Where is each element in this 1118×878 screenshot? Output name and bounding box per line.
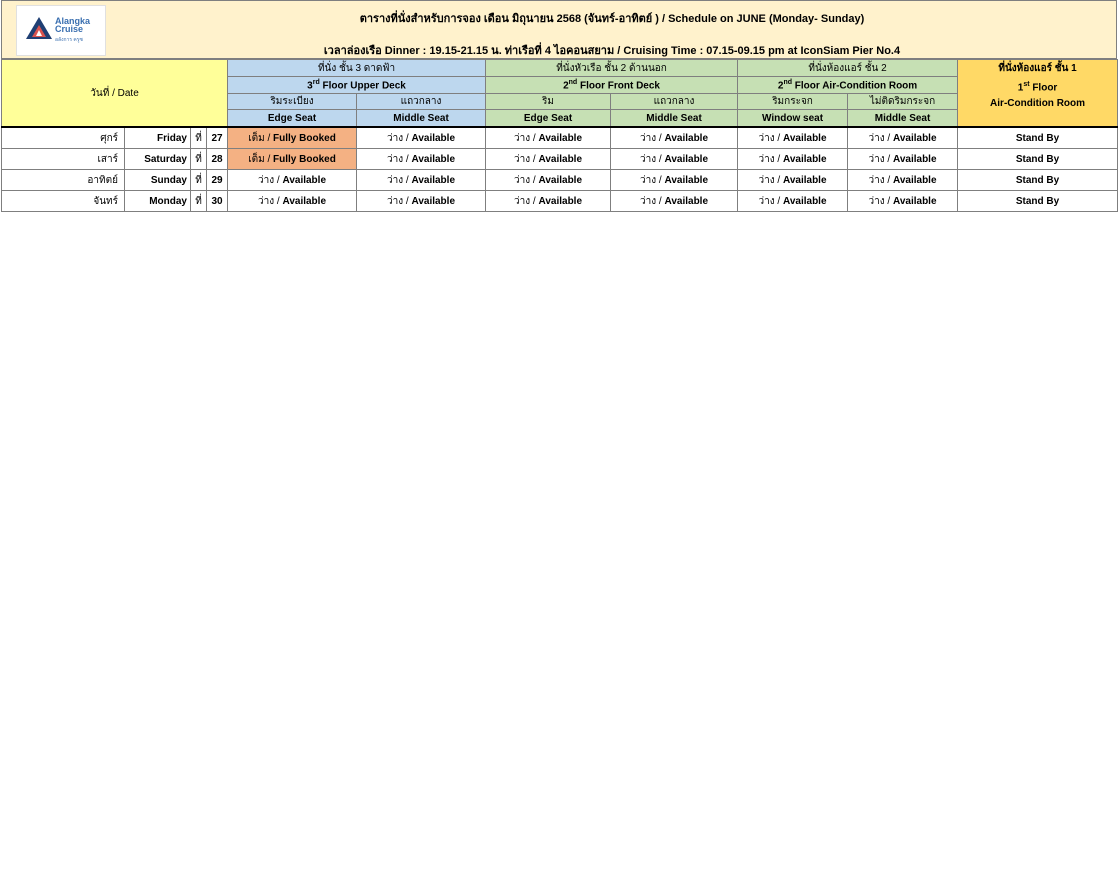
date-prefix: ที่ — [191, 149, 207, 170]
seat-status-cell — [357, 170, 486, 191]
status-english: Available — [892, 132, 937, 144]
status-english: Available — [664, 174, 709, 186]
status-english: Available — [411, 174, 456, 186]
status-english: Available — [892, 153, 937, 165]
sub-header-english-4: Middle Seat — [611, 110, 738, 128]
status-thai: ว่าง / — [514, 132, 539, 144]
seat-status-cell — [848, 127, 958, 149]
seat-status-cell — [486, 149, 611, 170]
seat-status-cell — [611, 191, 738, 212]
sub-header-thai-6: ไม่ติดริมกระจก — [848, 94, 958, 110]
date-column-header — [2, 60, 228, 128]
floor1-thai-label: ที่นั่งห้องแอร์ ชั้น 1 — [998, 63, 1077, 74]
header-row-1 — [2, 60, 1118, 77]
status-english: Available — [782, 153, 827, 165]
table-row — [2, 127, 1118, 149]
seat-status-cell — [611, 170, 738, 191]
day-english: Monday — [125, 191, 191, 212]
logo-word-cruise: Cruise — [55, 24, 84, 34]
deck2-air-thai-label: ที่นั่งห้องแอร์ ชั้น 2 — [808, 62, 887, 74]
status-thai: ว่าง / — [758, 153, 783, 165]
status-thai: ว่าง / — [640, 153, 665, 165]
deck2-front-header-thai — [486, 60, 738, 77]
status-thai: ว่าง / — [868, 195, 893, 207]
floor1-rest: Floor — [1029, 82, 1058, 94]
logo-text — [55, 17, 90, 33]
floor1-status: Stand By — [958, 149, 1118, 170]
table-row — [2, 149, 1118, 170]
floor1-air-label: Air-Condition Room — [990, 98, 1086, 110]
seat-status-cell — [228, 191, 357, 212]
deck3-rest: Floor Upper Deck — [319, 80, 406, 92]
status-english: Available — [411, 153, 456, 165]
status-english: Available — [664, 153, 709, 165]
floor1-status: Stand By — [958, 191, 1118, 212]
seat-status-cell — [357, 149, 486, 170]
schedule-title: ตารางที่นั่งสำหรับการจอง เดือน มิถุนายน 2568 (จันทร์-อาทิตย์ ) / Schedule on JUNE (Monday- Sunday) — [359, 13, 865, 25]
date-prefix: ที่ — [191, 170, 207, 191]
sub-header-english-6: Middle Seat — [848, 110, 958, 128]
sub-header-english-5: Window seat — [738, 110, 848, 128]
cruising-time-subtitle: เวลาล่องเรือ Dinner : 19.15-21.15 น. ท่าเรือที่ 4 ไอคอนสยาม / Cruising Time : 07.15-09.15 pm at IconSiam Pier No.4 — [323, 45, 901, 57]
seat-status-cell — [228, 127, 357, 149]
floor1-header — [958, 60, 1118, 128]
seat-status-cell — [738, 149, 848, 170]
day-english: Friday — [125, 127, 191, 149]
status-thai: เต็ม / — [248, 132, 274, 144]
day-thai: อาทิตย์ — [2, 170, 125, 191]
seat-status-cell — [848, 191, 958, 212]
deck2-front-thai-label: ที่นั่งหัวเรือ ชั้น 2 ด้านนอก — [556, 62, 667, 74]
seat-status-cell — [486, 127, 611, 149]
status-english: Available — [538, 174, 583, 186]
status-thai: ว่าง / — [640, 195, 665, 207]
status-english: Available — [782, 195, 827, 207]
day-thai: ศุกร์ — [2, 127, 125, 149]
status-english: Available — [892, 195, 937, 207]
seat-status-cell — [848, 170, 958, 191]
deck3-num: 3 — [307, 80, 313, 92]
status-english: Available — [664, 132, 709, 144]
sub-header-thai-3: ริม — [486, 94, 611, 110]
status-thai: ว่าง / — [387, 195, 412, 207]
status-thai: ว่าง / — [514, 153, 539, 165]
date-prefix: ที่ — [191, 191, 207, 212]
seat-status-cell — [486, 170, 611, 191]
day-english: Sunday — [125, 170, 191, 191]
seat-status-cell — [738, 127, 848, 149]
deck3-header-thai — [228, 60, 486, 77]
date-prefix: ที่ — [191, 127, 207, 149]
status-english: Available — [538, 153, 583, 165]
day-english: Saturday — [125, 149, 191, 170]
deck2-front-rest: Floor Front Deck — [577, 80, 660, 92]
deck2-air-header-thai — [738, 60, 958, 77]
status-english: Available — [411, 195, 456, 207]
status-thai: ว่าง / — [387, 132, 412, 144]
seat-status-cell — [611, 127, 738, 149]
status-english: Available — [411, 132, 456, 144]
seat-status-cell — [228, 149, 357, 170]
deck3-header-english — [228, 77, 486, 94]
floor1-status: Stand By — [958, 170, 1118, 191]
date-number: 29 — [207, 170, 228, 191]
status-english: Fully Booked — [273, 132, 336, 144]
status-english: Available — [892, 174, 937, 186]
status-english: Available — [782, 174, 827, 186]
status-english: Available — [538, 132, 583, 144]
deck2-air-sup: nd — [783, 78, 793, 86]
sub-header-english-2: Middle Seat — [357, 110, 486, 128]
status-english: Available — [282, 195, 327, 207]
status-english: Available — [782, 132, 827, 144]
status-thai: ว่าง / — [640, 174, 665, 186]
status-thai: ว่าง / — [758, 195, 783, 207]
deck3-sup: rd — [312, 78, 320, 86]
seat-status-cell — [738, 170, 848, 191]
sub-header-thai-5: ริมกระจก — [738, 94, 848, 110]
deck2-air-header-english — [738, 77, 958, 94]
deck2-air-rest: Floor Air-Condition Room — [792, 80, 918, 92]
seat-status-cell — [738, 191, 848, 212]
day-thai: เสาร์ — [2, 149, 125, 170]
status-english: Available — [282, 174, 327, 186]
seat-status-cell — [228, 170, 357, 191]
status-thai: ว่าง / — [514, 174, 539, 186]
alangka-cruise-logo — [16, 5, 106, 56]
deck3-thai-label: ที่นั่ง ชั้น 3 ดาดฟ้า — [317, 62, 396, 74]
sub-header-thai-4: แถวกลาง — [611, 94, 738, 110]
table-row — [2, 191, 1118, 212]
date-number: 28 — [207, 149, 228, 170]
date-header-label: วันที่ / Date — [90, 87, 139, 99]
sub-header-thai-1: ริมระเบียง — [228, 94, 357, 110]
sub-header-thai-2: แถวกลาง — [357, 94, 486, 110]
floor1-sup: st — [1023, 81, 1030, 88]
deck2-front-num: 2 — [563, 80, 569, 92]
sub-header-english-1: Edge Seat — [228, 110, 357, 128]
table-row — [2, 170, 1118, 191]
seat-status-cell — [357, 191, 486, 212]
seat-status-cell — [486, 191, 611, 212]
status-thai: ว่าง / — [758, 132, 783, 144]
seat-status-cell — [611, 149, 738, 170]
status-thai: ว่าง / — [868, 153, 893, 165]
day-thai: จันทร์ — [2, 191, 125, 212]
deck2-front-sup: nd — [568, 78, 578, 86]
status-thai: เต็ม / — [248, 153, 274, 165]
logo-thai-text: อลังการ ครูซ — [55, 37, 83, 43]
floor1-english-label — [958, 77, 1117, 96]
status-thai: ว่าง / — [258, 195, 283, 207]
status-thai: ว่าง / — [868, 174, 893, 186]
schedule-header — [1, 0, 1117, 59]
floor1-num: 1 — [1017, 82, 1024, 94]
status-thai: ว่าง / — [514, 195, 539, 207]
status-english: Fully Booked — [273, 153, 336, 165]
status-thai: ว่าง / — [258, 174, 283, 186]
status-thai: ว่าง / — [640, 132, 665, 144]
status-thai: ว่าง / — [758, 174, 783, 186]
deck2-air-num: 2 — [777, 80, 784, 92]
logo-word-alangka: Alangka — [55, 16, 91, 26]
deck2-front-header-english — [486, 77, 738, 94]
floor1-status: Stand By — [958, 127, 1118, 149]
seat-schedule-table — [1, 59, 1118, 212]
seat-status-cell — [357, 127, 486, 149]
status-english: Available — [538, 195, 583, 207]
status-thai: ว่าง / — [868, 132, 893, 144]
seat-status-cell — [848, 149, 958, 170]
date-number: 30 — [207, 191, 228, 212]
date-number: 27 — [207, 127, 228, 149]
status-english: Available — [664, 195, 709, 207]
sub-header-english-3: Edge Seat — [486, 110, 611, 128]
status-thai: ว่าง / — [387, 174, 412, 186]
logo-triangle-icon — [25, 16, 53, 40]
status-thai: ว่าง / — [387, 153, 412, 165]
